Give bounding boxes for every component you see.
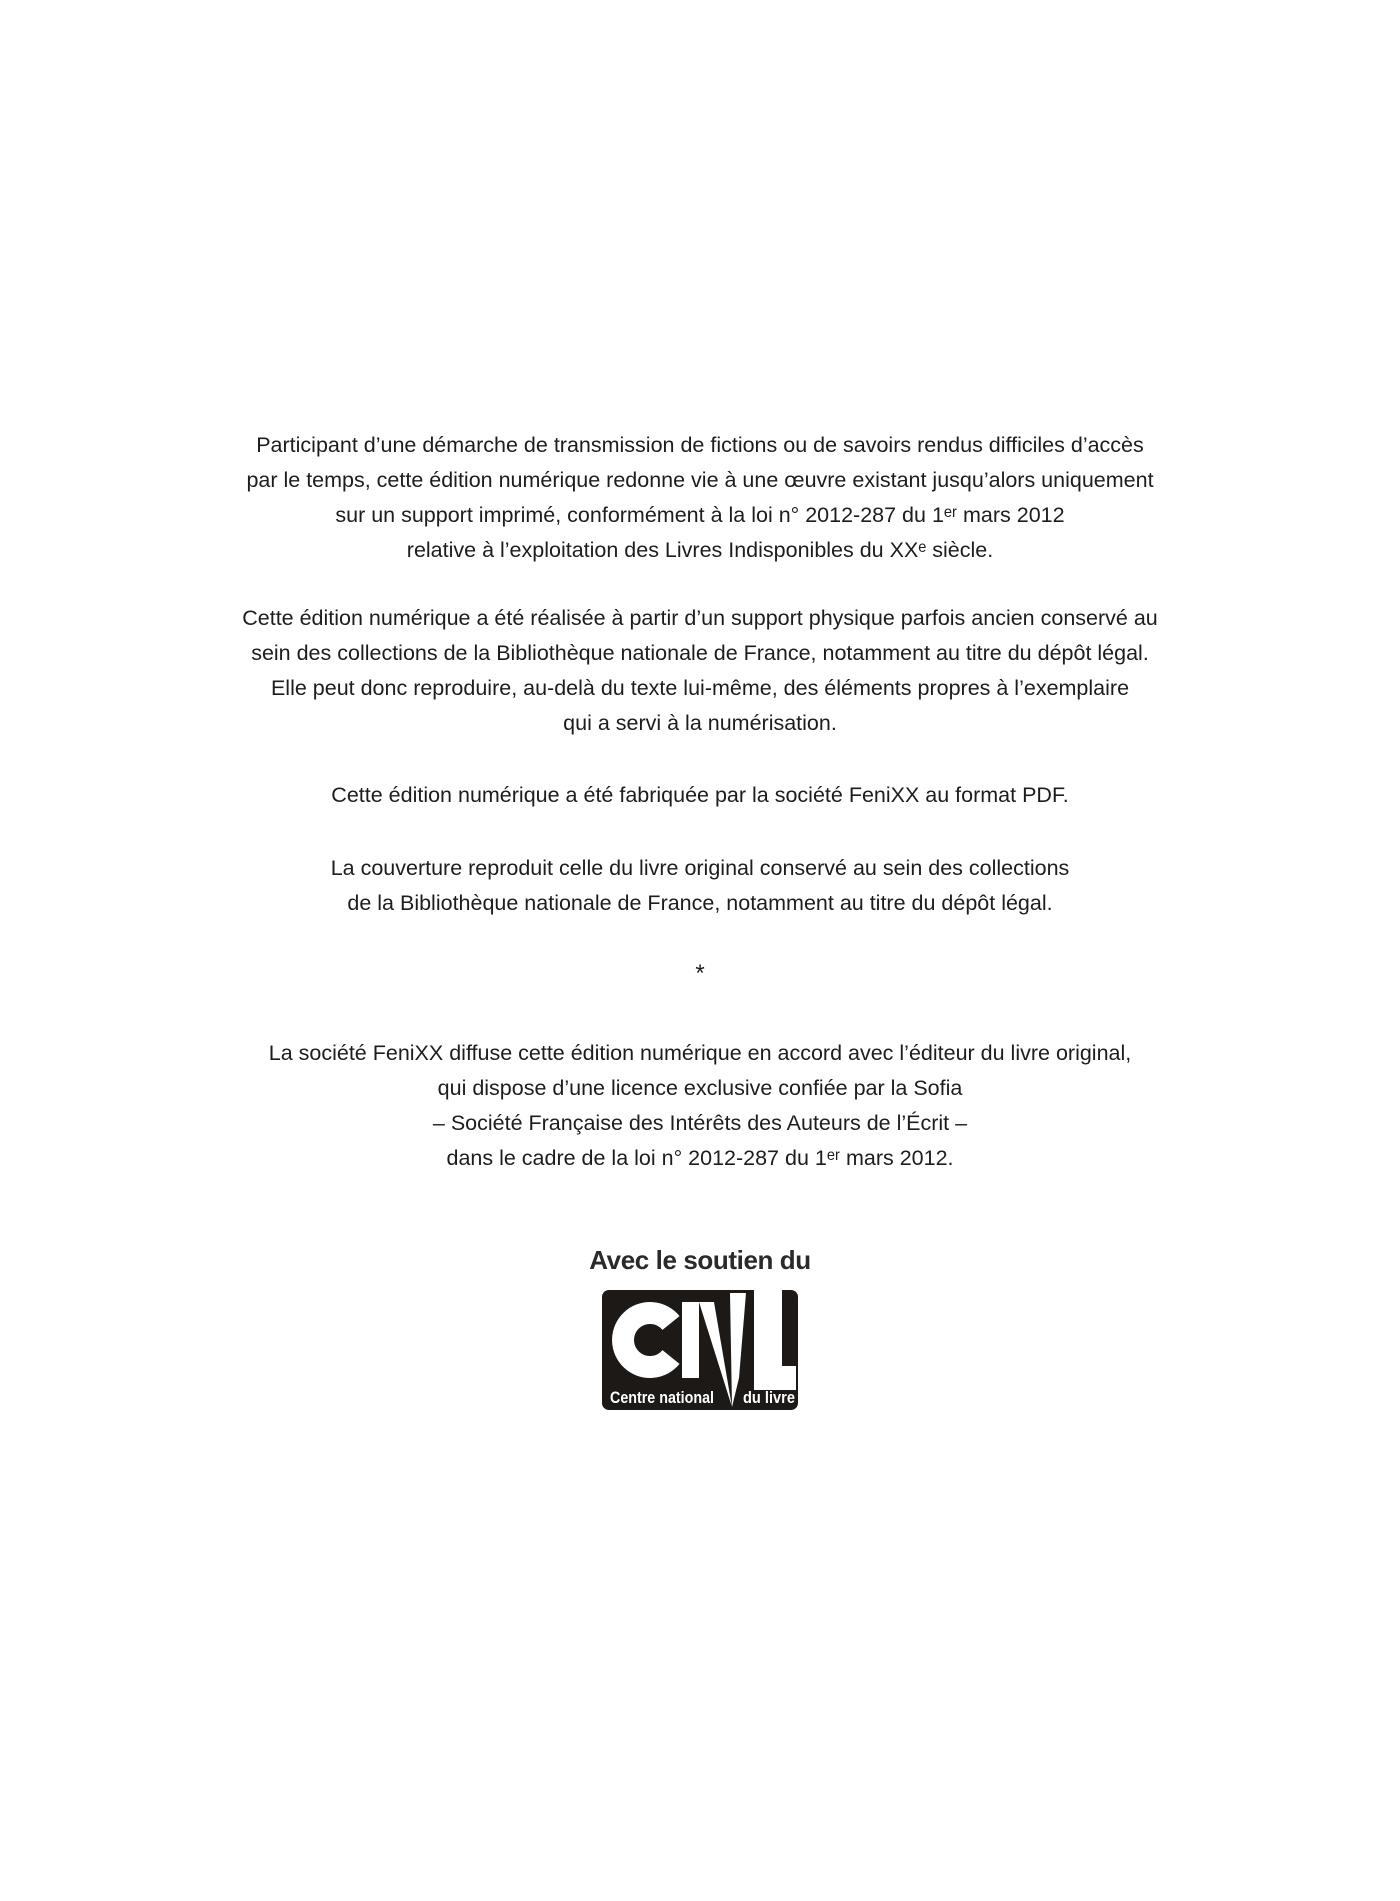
text-line: relative à l’exploitation des Livres Indisponibles du XXᵉ siècle.: [406, 538, 994, 562]
text-line: sein des collections de la Bibliothèque nationale de France, notamment au titre du dépôt légal.: [251, 641, 1149, 665]
text-line: sur un support imprimé, conformément à la loi n° 2012-287 du 1ᵉʳ mars 2012: [335, 503, 1065, 527]
paragraph-diffusion-note: [100, 1036, 1300, 1176]
text-line: Elle peut donc reproduire, au-delà du texte lui-même, des éléments propres à l’exemplaire: [270, 676, 1130, 700]
cnl-logo-icon: [602, 1290, 798, 1410]
logo-left-label: Centre national: [610, 1389, 714, 1407]
support-caption: Avec le soutien du: [589, 1245, 811, 1275]
asterisk-separator: *: [695, 960, 705, 987]
paragraph-legal-intro: [100, 428, 1300, 568]
text-line: La société FeniXX diffuse cette édition numérique en accord avec l’éditeur du livre original,: [268, 1041, 1132, 1065]
paragraph-production-note: [100, 778, 1300, 813]
text-line: Participant d’une démarche de transmission de fictions ou de savoirs rendus difficiles d’accès: [256, 433, 1144, 457]
text-line: qui a servi à la numérisation.: [563, 711, 837, 735]
legal-text-column: [100, 428, 1300, 1410]
logo-right-label: du livre: [743, 1389, 795, 1407]
text-line: Cette édition numérique a été réalisée à partir d’un support physique parfois ancien conservé au: [242, 606, 1158, 630]
letter-l-foot: [754, 1366, 796, 1390]
paragraph-source-note: [100, 601, 1300, 741]
text-line: dans le cadre de la loi n° 2012-287 du 1ᵉʳ mars 2012.: [446, 1146, 954, 1170]
text-line: de la Bibliothèque nationale de France, notamment au titre du dépôt légal.: [347, 891, 1053, 915]
cnl-logo: [602, 1290, 798, 1410]
text-line: Cette édition numérique a été fabriquée par la société FeniXX au format PDF.: [331, 783, 1069, 807]
text-line: qui dispose d’une licence exclusive confiée par la Sofia: [437, 1076, 963, 1100]
text-line: par le temps, cette édition numérique redonne vie à une œuvre existant jusqu’alors uniquement: [246, 468, 1154, 492]
text-line: – Société Française des Intérêts des Auteurs de l’Écrit –: [432, 1111, 968, 1135]
letter-n-left-bar: [682, 1302, 699, 1378]
paragraph-cover-note: [100, 851, 1300, 921]
text-line: La couverture reproduit celle du livre original conservé au sein des collections: [330, 856, 1070, 880]
